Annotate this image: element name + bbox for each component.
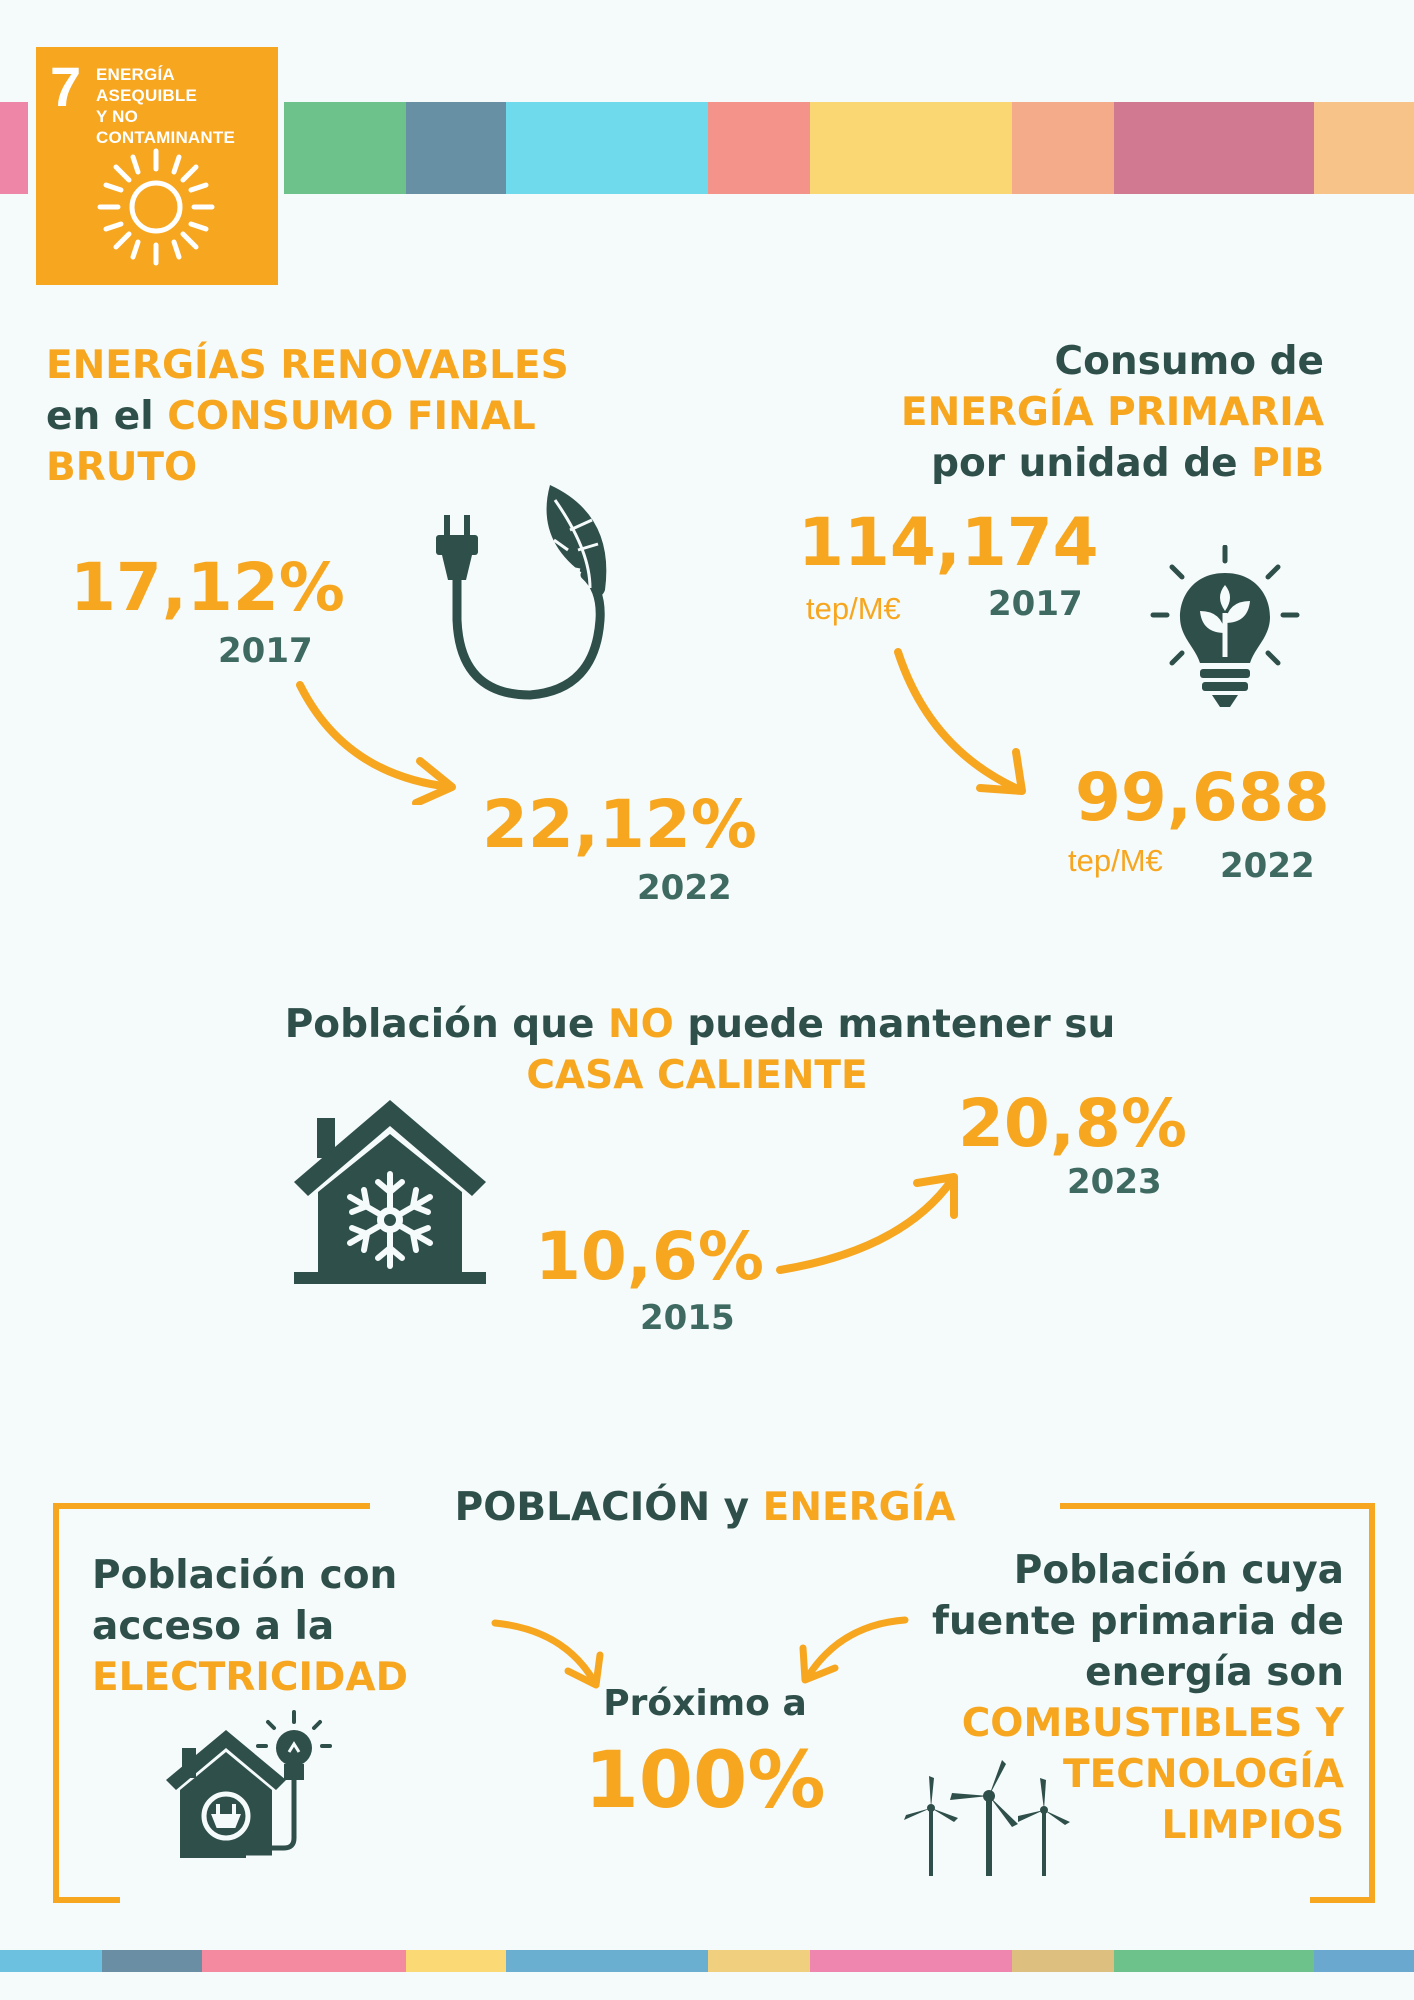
- sdg-title: [96, 64, 276, 148]
- renewables-start-year: 2017: [218, 631, 313, 671]
- primary-energy-title-line2: ENERGÍA PRIMARIA: [900, 390, 1324, 435]
- near-value: 100%: [584, 1736, 826, 1826]
- wind-turbines-icon: [894, 1758, 1104, 1878]
- electricity-access-line1: Población con: [92, 1553, 398, 1598]
- renewables-end-value: 22,12%: [482, 786, 757, 863]
- population-energy-title: [350, 1482, 1060, 1533]
- primary-energy-title-line1: Consumo de: [1054, 339, 1324, 384]
- warm-home-title-suffix: puede mantener su: [673, 1002, 1116, 1047]
- sdg-title-line1: ENERGÍA ASEQUIBLE: [96, 65, 197, 105]
- renewables-start-value: 17,12%: [70, 549, 345, 626]
- clean-fuels-line2: fuente primaria de: [932, 1599, 1344, 1644]
- lightbulb-plant-icon: [1150, 545, 1300, 715]
- warm-home-title-highlight: NO: [608, 1002, 674, 1047]
- primary-energy-trend-arrow: [880, 640, 1050, 805]
- primary-energy-end-value: 99,688: [1075, 759, 1330, 836]
- warm-home-title-line2: CASA CALIENTE: [526, 1053, 868, 1098]
- primary-energy-start-unit: tep/M€: [806, 591, 901, 626]
- primary-energy-start-value: 114,174: [798, 504, 1099, 581]
- sdg-number: 7: [50, 55, 82, 118]
- clean-fuels-line1: Población cuya: [1013, 1548, 1344, 1593]
- renewables-title-line1: ENERGÍAS RENOVABLES: [46, 343, 569, 388]
- warm-home-end-year: 2023: [1067, 1162, 1162, 1202]
- warm-home-title-prefix: Población que: [284, 1002, 609, 1047]
- renewables-end-year: 2022: [637, 868, 732, 908]
- warm-home-end-value: 20,8%: [958, 1085, 1187, 1162]
- renewables-title-prefix: en el: [46, 394, 168, 439]
- renewables-title-line3: BRUTO: [46, 445, 198, 490]
- clean-fuels-line5: TECNOLOGÍA: [1063, 1752, 1344, 1797]
- electricity-access-line2: acceso a la: [92, 1604, 335, 1649]
- sdg-badge: [36, 47, 278, 285]
- house-snowflake-icon: [292, 1098, 488, 1288]
- primary-energy-title-highlight: PIB: [1251, 441, 1324, 486]
- population-energy-title-prefix: POBLACIÓN y: [454, 1485, 763, 1530]
- primary-energy-end-year: 2022: [1220, 846, 1315, 886]
- electricity-access-text: [92, 1550, 512, 1703]
- electricity-access-line3: ELECTRICIDAD: [92, 1655, 408, 1700]
- renewables-title: [46, 340, 646, 493]
- warm-home-start-year: 2015: [640, 1298, 735, 1338]
- sdg-title-line2: Y NO CONTAMINANTE: [96, 107, 236, 147]
- primary-energy-start-year: 2017: [988, 584, 1083, 624]
- renewables-title-highlight: CONSUMO FINAL: [167, 394, 536, 439]
- clean-fuels-line4: COMBUSTIBLES Y: [961, 1701, 1344, 1746]
- population-energy-title-highlight: ENERGÍA: [762, 1485, 956, 1530]
- house-electricity-icon: [166, 1708, 332, 1868]
- warm-home-trend-arrow: [772, 1165, 972, 1280]
- plug-leaf-icon: [430, 480, 620, 702]
- sun-power-icon: [96, 147, 216, 267]
- warm-home-start-value: 10,6%: [535, 1218, 764, 1295]
- primary-energy-title: [764, 336, 1324, 489]
- primary-energy-end-unit: tep/M€: [1068, 843, 1163, 878]
- clean-fuels-line6: LIMPIOS: [1161, 1803, 1344, 1848]
- clean-fuels-line3: energía son: [1085, 1650, 1344, 1695]
- primary-energy-title-prefix: por unidad de: [931, 441, 1252, 486]
- near-label: Próximo a: [603, 1683, 807, 1724]
